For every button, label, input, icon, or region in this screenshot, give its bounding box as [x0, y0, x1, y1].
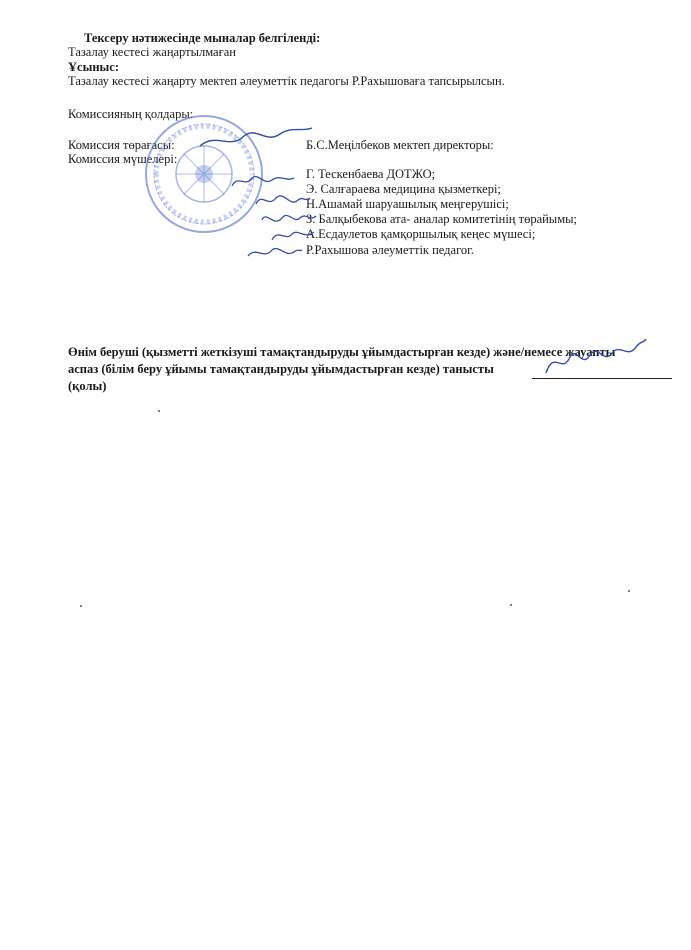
producer-line-2: аспаз (білім беру ұйымы тамақтандыруды ұйымдастырған кезде) танысты	[68, 362, 494, 376]
member-2: Э. Салғараева медицина қызметкері;	[306, 182, 501, 196]
recommendation-heading: Ұсыныс:	[68, 60, 120, 74]
member-3: Н.Ашамай шаруашылық меңгерушісі;	[306, 197, 509, 211]
signatures-label: Комиссияның қолдары:	[68, 107, 194, 121]
chair-label: Комиссия төрағасы:	[68, 138, 175, 152]
member-signature-5	[244, 242, 304, 264]
member-5: А.Есдаулетов қамқоршылық кеңес мүшесі;	[306, 227, 536, 241]
member-1: Г. Тескенбаева ДОТЖО;	[306, 167, 436, 181]
findings-heading: Тексеру нәтижесінде мыналар белгіленді:	[84, 31, 321, 45]
producer-line-3: (қолы)	[68, 379, 107, 393]
scan-speck	[80, 605, 82, 607]
producer-signature	[540, 335, 650, 380]
scan-speck	[510, 604, 512, 606]
finding-text: Тазалау кестесі жаңартылмаған	[68, 45, 236, 59]
scan-speck	[628, 590, 630, 592]
member-signature-1	[228, 170, 298, 192]
producer-line-1: Өнім беруші (қызметті жеткізуші тамақтандыруды ұйымдастырған кезде) және/немесе жауапты	[68, 345, 616, 359]
chair-signature	[196, 124, 316, 154]
chair-name: Б.С.Меңілбеков мектеп директоры:	[306, 138, 494, 152]
member-6: Р.Рахышова әлеуметтік педагог.	[306, 243, 474, 257]
recommendation-text: Тазалау кестесі жаңарту мектеп әлеуметтік педагогы Р.Рахышоваға тапсырылсын.	[68, 74, 505, 88]
member-4: З. Балқыбекова ата- аналар комитетінің төрайымы;	[306, 212, 577, 226]
members-label: Комиссия мүшелері:	[68, 152, 178, 166]
scan-speck	[158, 410, 160, 412]
